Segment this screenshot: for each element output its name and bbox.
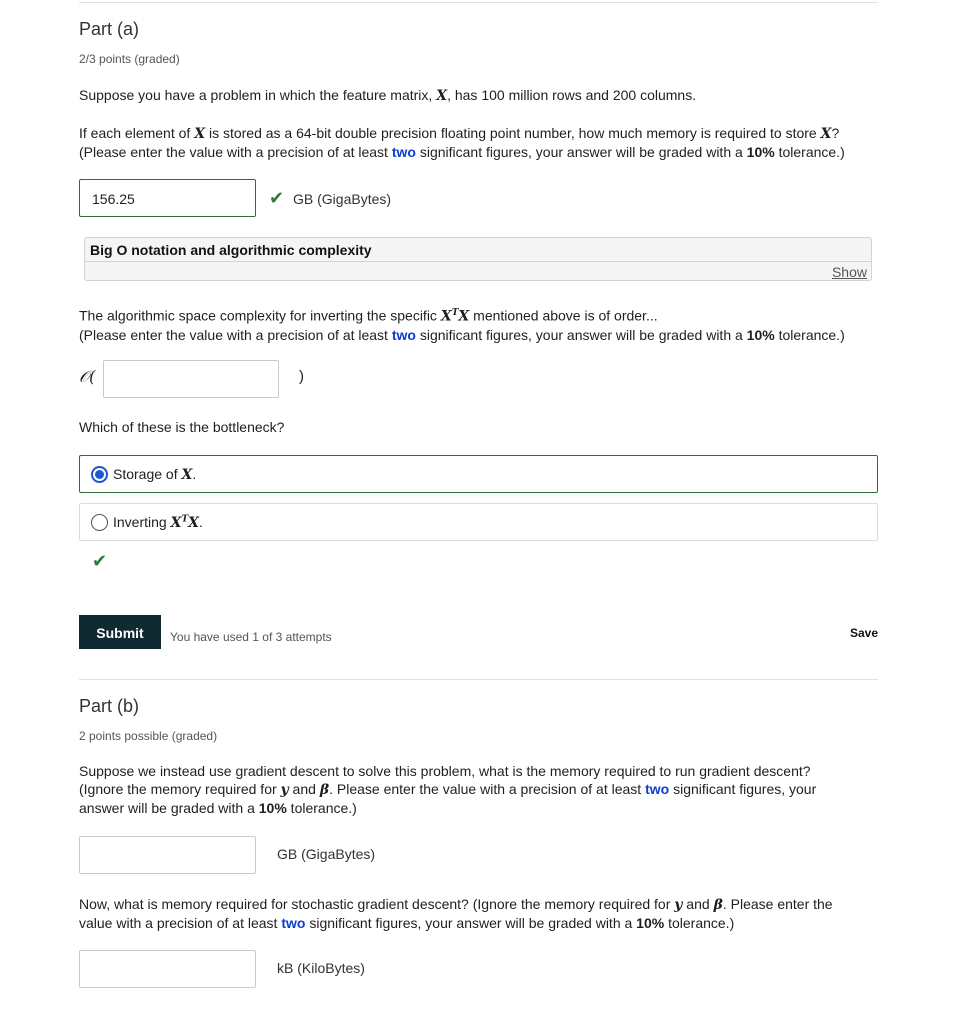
hint-show-link[interactable]: Show (831, 264, 867, 280)
part-a-intro: Suppose you have a problem in which the feature matrix, X, has 100 million rows and 200 columns. (79, 87, 697, 104)
option-storage-label: Storage of X. (113, 466, 197, 483)
sgd-memory-input[interactable] (79, 950, 256, 988)
part-b-title: Part (b) (79, 696, 140, 716)
check-icon: ✔ (269, 188, 285, 208)
part-a-question-3: Which of these is the bottleneck? (79, 419, 285, 435)
hint-panel (84, 237, 872, 281)
submit-button[interactable]: Submit (79, 615, 161, 649)
radio-unselected[interactable] (91, 514, 108, 531)
part-b-points: 2 points possible (graded) (79, 729, 218, 743)
option-inverting[interactable] (79, 503, 878, 541)
memory-answer-input[interactable]: 156.25 (79, 179, 256, 217)
answer-unit-gb: GB (GigaBytes) (293, 191, 392, 207)
radio-selected[interactable] (91, 466, 108, 483)
part-b-question-2: Now, what is memory required for stochastic gradient descent? (Ignore the memory required for y and β. Please enter the value with a precision of at least two significant figures, your answer will be graded with a 10% tolerance.) (79, 896, 833, 931)
part-a-title: Part (a) (79, 19, 140, 39)
choice-check-icon: ✔ (92, 551, 108, 571)
part-a-points: 2/3 points (graded) (79, 52, 180, 66)
option-storage[interactable] (79, 455, 878, 493)
hint-divider (85, 261, 871, 262)
sgd-unit-label: kB (KiloBytes) (277, 960, 365, 976)
part-b-question-1: Suppose we instead use gradient descent to solve this problem, what is the memory required to run gradient descent? (Ignore the memory required for y and β. Please enter the value with a precision of at least two significant figures, your answer will be graded with a 10% tolerance.) (79, 763, 817, 816)
save-button[interactable]: Save (850, 626, 879, 640)
option-inverting-label: Inverting $X^TX$. (113, 514, 203, 531)
gd-memory-input[interactable] (79, 836, 256, 874)
big-o-open: 𝒪( (79, 367, 96, 386)
big-o-close: ) (299, 368, 304, 385)
part-a-question-1: If each element of X is stored as a 64-bit double precision floating point number, how much memory is required to store X? (Please enter the value with a precision of at least two significant figures, your answer will be graded with a 10% tolerance.) (79, 125, 845, 160)
hint-title: Big O notation and algorithmic complexity (90, 242, 372, 258)
part-divider (79, 679, 878, 680)
top-divider (79, 2, 878, 3)
part-a-question-2: The algorithmic space complexity for inverting the specific $X^TX$ mentioned above is of order... (Please enter the value with a precision of at least two significant figures, your answer will be graded with a 10% tolerance.) (79, 307, 845, 343)
big-o-input[interactable] (103, 360, 279, 398)
attempts-counter: You have used 1 of 3 attempts (170, 630, 332, 644)
gd-unit-label: GB (GigaBytes) (277, 846, 376, 862)
